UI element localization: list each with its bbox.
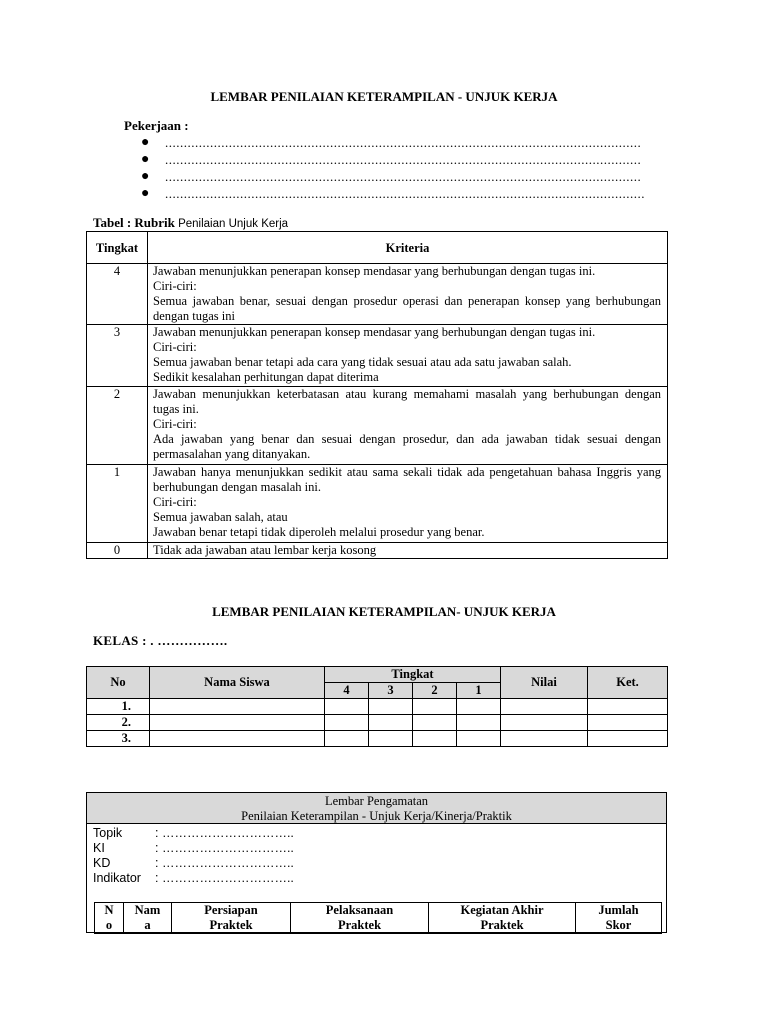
cell-1[interactable] [457, 699, 501, 715]
observation-box [86, 792, 667, 933]
observation-title-2: Penilaian Keterampilan - Unjuk Kerja/Kinerja/Praktik [241, 809, 512, 823]
table-row [87, 715, 668, 731]
header-persiapan: Persiapan Praktek [172, 903, 291, 934]
header-kegiatan-akhir: Kegiatan Akhir Praktek [429, 903, 576, 934]
cell-ket[interactable] [588, 699, 668, 715]
table-row [87, 465, 668, 543]
row-number: 2. [87, 715, 150, 731]
cell-2[interactable] [413, 699, 457, 715]
table-caption [93, 215, 288, 231]
observation-title-1: Lembar Pengamatan [324, 794, 429, 808]
rubric-desc: Jawaban menunjukkan penerapan konsep mendasar yang berhubungan dengan tugas ini. Ciri-ciri: Semua jawaban benar, sesuai dengan prosedur operasi dan penerapan konsep yang berhubungan dengan tugas ini [148, 264, 668, 325]
header-tingkat: Tingkat [87, 232, 148, 264]
observation-header [87, 793, 666, 824]
section2-title: LEMBAR PENILAIAN KETERAMPILAN- UNJUK KERJA [212, 604, 556, 619]
cell-ket[interactable] [588, 715, 668, 731]
table-row [87, 325, 668, 387]
list-item [141, 185, 681, 202]
list-item [141, 151, 681, 168]
header-nilai: Nilai [501, 667, 588, 699]
list-item [141, 168, 681, 185]
table-row [87, 543, 668, 559]
cell-3[interactable] [369, 699, 413, 715]
table-header-row [95, 903, 662, 934]
caption-rest: Penilaian Unjuk Kerja [174, 218, 289, 230]
caption-bold: Tabel : Rubrik [93, 215, 175, 230]
cell-nilai[interactable] [501, 731, 588, 747]
row-number: 1. [87, 699, 150, 715]
cell-4[interactable] [325, 699, 369, 715]
field-ki: KI : ………………………….. [93, 841, 294, 855]
cell-1[interactable] [457, 731, 501, 747]
rubric-level: 4 [87, 264, 148, 325]
cell-2[interactable] [413, 715, 457, 731]
cell-nama[interactable] [150, 731, 325, 747]
header-level-4: 4 [325, 683, 369, 699]
cell-4[interactable] [325, 731, 369, 747]
cell-3[interactable] [369, 731, 413, 747]
header-jumlah-skor: Jumlah Skor [576, 903, 662, 934]
rubric-table [86, 231, 668, 559]
kelas-label: KELAS : . ……………. [93, 633, 228, 648]
cell-ket[interactable] [588, 731, 668, 747]
table-row [87, 264, 668, 325]
header-ket: Ket. [588, 667, 668, 699]
fill-in-line: ............................................................................................................................... [165, 135, 642, 150]
pekerjaan-list [141, 134, 681, 202]
fill-in-line: ................................................................................................................................ [165, 186, 645, 201]
field-indikator: Indikator : ………………………….. [93, 871, 294, 885]
cell-nilai[interactable] [501, 715, 588, 731]
fill-in-line: ............................................................................................................................... [165, 152, 642, 167]
table-row [87, 699, 668, 715]
header-level-3: 3 [369, 683, 413, 699]
grade-table [86, 666, 668, 747]
rubric-level: 0 [87, 543, 148, 559]
header-no: N o [95, 903, 124, 934]
cell-2[interactable] [413, 731, 457, 747]
table-header-row [87, 232, 668, 264]
rubric-level: 2 [87, 387, 148, 465]
header-kriteria: Kriteria [148, 232, 668, 264]
table-row [87, 731, 668, 747]
header-tingkat: Tingkat [325, 667, 501, 683]
list-item [141, 134, 681, 151]
header-level-2: 2 [413, 683, 457, 699]
cell-4[interactable] [325, 715, 369, 731]
header-nama-siswa: Nama Siswa [150, 667, 325, 699]
rubric-level: 3 [87, 325, 148, 387]
rubric-desc: Jawaban menunjukkan penerapan konsep mendasar yang berhubungan dengan tugas ini. Ciri-ciri: Semua jawaban benar tetapi ada cara yang tidak sesuai atau ada satu jawaban salah. Sedikit kesalahan perhitungan dapat diterima [148, 325, 668, 387]
bullet-icon: ● [141, 152, 150, 167]
section1-title: LEMBAR PENILAIAN KETERAMPILAN - UNJUK KERJA [210, 89, 558, 104]
fill-in-line: ............................................................................................................................... [165, 169, 642, 184]
header-pelaksanaan: Pelaksanaan Praktek [291, 903, 429, 934]
rubric-desc: Jawaban menunjukkan keterbatasan atau kurang memahami masalah yang berhubungan dengan tugas ini. Ciri-ciri: Ada jawaban yang benar dan sesuai dengan prosedur, dan ada jawaban tidak sesuai dengan permasalahan yang ditanyakan. [148, 387, 668, 465]
pekerjaan-label: Pekerjaan : [124, 118, 189, 133]
header-no: No [87, 667, 150, 699]
cell-nama[interactable] [150, 715, 325, 731]
header-level-1: 1 [457, 683, 501, 699]
bullet-icon: ● [141, 135, 150, 150]
observation-table [94, 902, 662, 934]
field-kd: KD : ………………………….. [93, 856, 294, 870]
rubric-level: 1 [87, 465, 148, 543]
header-nama: Nam a [124, 903, 172, 934]
cell-1[interactable] [457, 715, 501, 731]
row-number: 3. [87, 731, 150, 747]
table-row [87, 387, 668, 465]
bullet-icon: ● [141, 186, 150, 201]
rubric-desc: Tidak ada jawaban atau lembar kerja kosong [148, 543, 668, 559]
bullet-icon: ● [141, 169, 150, 184]
cell-nilai[interactable] [501, 699, 588, 715]
rubric-desc: Jawaban hanya menunjukkan sedikit atau sama sekali tidak ada pengetahuan bahasa Inggris yang berhubungan dengan masalah ini. Ciri-ciri: Semua jawaban salah, atau Jawaban benar tetapi tidak diperoleh melalui prosedur yang benar. [148, 465, 668, 543]
field-topik: Topik : ………………………….. [93, 826, 294, 840]
cell-nama[interactable] [150, 699, 325, 715]
cell-3[interactable] [369, 715, 413, 731]
